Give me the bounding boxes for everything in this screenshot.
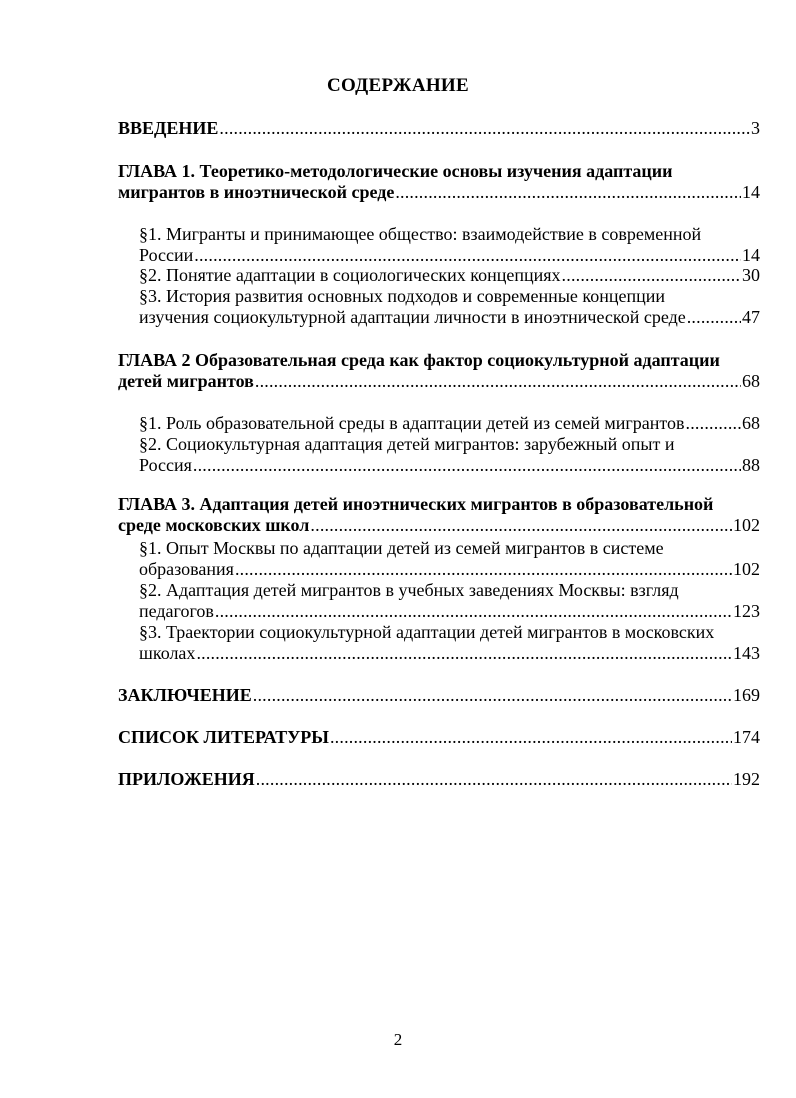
- toc-entry-text: России: [139, 245, 194, 265]
- toc-entry-text: СПИСОК ЛИТЕРАТУРЫ: [118, 727, 329, 747]
- toc-page-number: 169: [733, 685, 760, 705]
- toc-entry-leader-row: [139, 245, 760, 266]
- toc-page-number: 14: [742, 245, 760, 265]
- toc-entry-ch3-section-1: [139, 538, 760, 580]
- toc-entry-leader-row: [139, 265, 760, 286]
- toc-entry-ch2-section-1: [139, 413, 760, 434]
- dot-leader: [235, 559, 732, 580]
- toc-entry-ch3-section-3: [139, 622, 760, 664]
- toc-entry-text: школах: [139, 643, 196, 663]
- dot-leader: [256, 769, 732, 790]
- dot-leader: [686, 413, 741, 434]
- toc-entry-text: §1. Роль образовательной среды в адаптации детей из семей мигрантов: [139, 413, 685, 433]
- toc-page-number: 47: [742, 307, 760, 327]
- dot-leader: [255, 371, 741, 392]
- toc-entry-ch1-section-2: [139, 265, 760, 286]
- dot-leader: [395, 182, 741, 203]
- toc-entry-text: §3. История развития основных подходов и современные концепции: [139, 286, 666, 306]
- toc-entry-text: §2. Понятие адаптации в социологических концепциях: [139, 265, 561, 285]
- toc-entry-text: ГЛАВА 2 Образовательная среда как фактор социокультурной адаптации: [118, 350, 720, 370]
- toc-page-number: 102: [733, 515, 760, 535]
- toc-entry-introduction: [118, 118, 760, 139]
- toc-entry-ch1-section-3: [139, 286, 760, 328]
- dot-leader: [310, 515, 732, 536]
- dot-leader: [215, 601, 732, 622]
- dot-leader: [194, 245, 741, 266]
- dot-leader: [219, 118, 750, 139]
- toc-entry-text: ВВЕДЕНИЕ: [118, 118, 219, 138]
- toc-entry-leader-row: [118, 371, 760, 392]
- toc-entry-leader-row: [118, 769, 760, 790]
- toc-entry-chapter-1: [118, 161, 760, 203]
- toc-entry-text: мигрантов в иноэтнической среде: [118, 182, 395, 202]
- toc-page-number: 192: [733, 769, 760, 789]
- dot-leader: [193, 455, 741, 476]
- toc-entry-leader-row: [118, 118, 760, 139]
- toc-entry-leader-row: [118, 685, 760, 706]
- toc-entry-ch3-section-2: [139, 580, 760, 622]
- toc-entry-appendices: [118, 769, 760, 790]
- toc-entry-text: ГЛАВА 1. Теоретико-методологические основы изучения адаптации: [118, 161, 673, 181]
- toc-entry-conclusion: [118, 685, 760, 706]
- toc-page-number: 102: [733, 559, 760, 579]
- toc-page-number: 123: [733, 601, 760, 621]
- toc-page-number: 30: [742, 265, 760, 285]
- toc-entry-leader-row: [139, 559, 760, 580]
- dot-leader: [562, 265, 741, 286]
- toc-entry-text: Россия: [139, 455, 192, 475]
- toc-entry-text: ГЛАВА 3. Адаптация детей иноэтнических мигрантов в образовательной: [118, 494, 714, 514]
- dot-leader: [687, 307, 741, 328]
- toc-entry-leader-row: [118, 515, 760, 536]
- toc-entry-chapter-3: [118, 494, 760, 536]
- toc-entry-ch1-section-1: [139, 224, 760, 266]
- toc-entry-text: среде московских школ: [118, 515, 310, 535]
- toc-page-number: 88: [742, 455, 760, 475]
- toc-entry-leader-row: [118, 182, 760, 203]
- dot-leader: [330, 727, 732, 748]
- toc-entry-text: ЗАКЛЮЧЕНИЕ: [118, 685, 252, 705]
- toc-entry-leader-row: [139, 307, 760, 328]
- toc-entry-ch2-section-2: [139, 434, 760, 476]
- dot-leader: [196, 643, 732, 664]
- toc-entry-chapter-2: [118, 350, 760, 392]
- toc-entry-bibliography: [118, 727, 760, 748]
- page-number: 2: [393, 1030, 403, 1049]
- toc-entry-text: §2. Социокультурная адаптация детей мигрантов: зарубежный опыт и: [139, 434, 675, 454]
- toc-page-number: 3: [751, 118, 760, 138]
- toc-entry-leader-row: [139, 413, 760, 434]
- dot-leader: [253, 685, 732, 706]
- toc-entry-text: ПРИЛОЖЕНИЯ: [118, 769, 255, 789]
- toc-entry-text: §1. Мигранты и принимающее общество: взаимодействие в современной: [139, 224, 702, 244]
- toc-page-number: 68: [742, 413, 760, 433]
- toc-entry-text: §1. Опыт Москвы по адаптации детей из семей мигрантов в системе: [139, 538, 664, 558]
- toc-page-number: 14: [742, 182, 760, 202]
- toc-entry-text: педагогов: [139, 601, 214, 621]
- toc-page-number: 174: [733, 727, 760, 747]
- toc-entry-leader-row: [139, 601, 760, 622]
- page-title: СОДЕРЖАНИЕ: [327, 75, 469, 96]
- toc-page-number: 68: [742, 371, 760, 391]
- toc-entry-text: изучения социокультурной адаптации личности в иноэтнической среде: [139, 307, 686, 327]
- toc-entry-leader-row: [139, 643, 760, 664]
- toc-entry-text: §3. Траектории социокультурной адаптации детей мигрантов в московских: [139, 622, 715, 642]
- toc-entry-text: детей мигрантов: [118, 371, 254, 391]
- toc-page-number: 143: [733, 643, 760, 663]
- toc-entry-leader-row: [139, 455, 760, 476]
- toc-entry-text: §2. Адаптация детей мигрантов в учебных заведениях Москвы: взгляд: [139, 580, 679, 600]
- toc-entry-leader-row: [118, 727, 760, 748]
- toc-entry-text: образования: [139, 559, 234, 579]
